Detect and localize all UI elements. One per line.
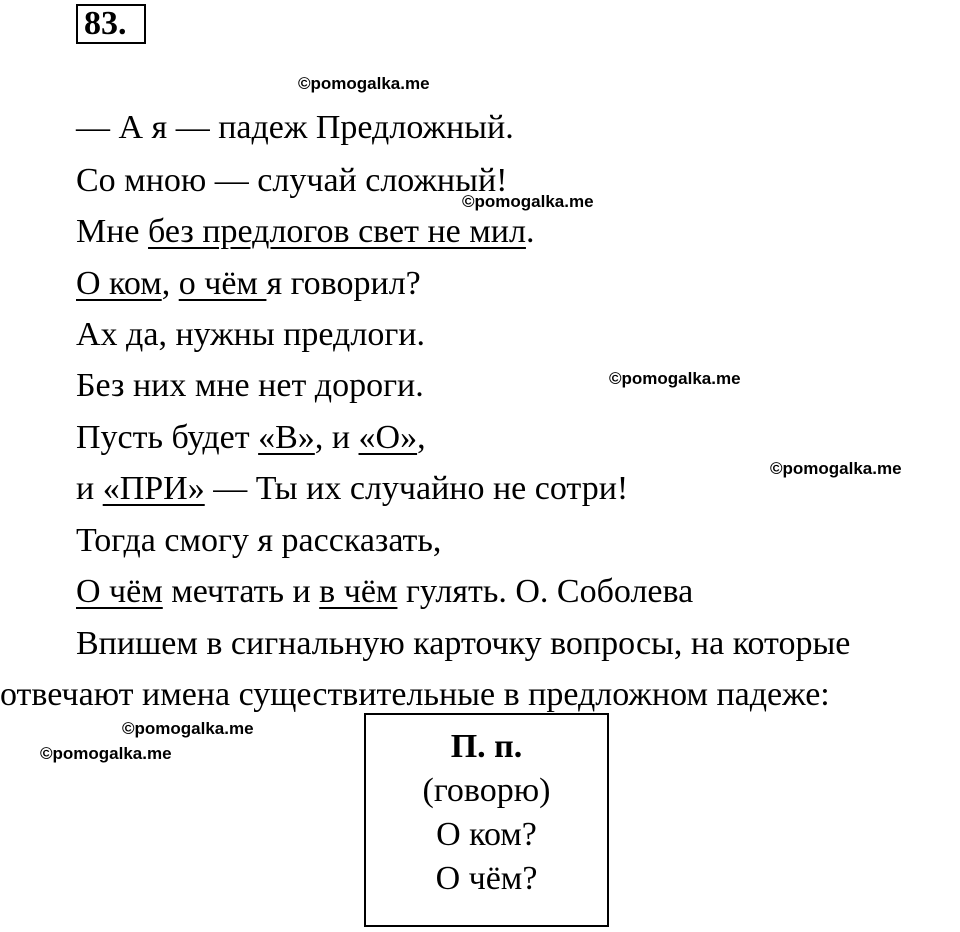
poem-line-9: Тогда смогу я рассказать, [76,522,442,559]
paragraph-line-1: Впишем в сигнальную карточку вопросы, на которые [76,625,851,662]
poem-line-10: О чём мечтать и в чём гулять. О. Соболева [76,573,694,610]
poem-line-3: Мне без предлогов свет не мил. [76,213,535,250]
watermark: ©pomogalka.me [609,369,741,388]
poem-line-6: Без них мне нет дороги. [76,367,424,404]
underlined-phrase: «В» [258,419,315,456]
underlined-phrase: в чём [319,573,398,610]
card-question-1: О ком? [436,816,537,853]
underlined-phrase: О ком [76,265,162,302]
underlined-phrase: о чём [178,265,267,302]
poem-line-8: и «ПРИ» — Ты их случайно не сотри! [76,470,629,507]
watermark: ©pomogalka.me [122,719,254,738]
poem-line-2: Со мною — случай сложный! [76,162,508,199]
poem-line-4: О ком, о чём я говорил? [76,265,421,302]
underlined-phrase: без предлогов свет не мил [148,213,526,250]
underlined-phrase: О чём [76,573,163,610]
watermark: ©pomogalka.me [770,459,902,478]
signal-card [364,713,609,927]
exercise-number: 83. [76,4,146,44]
underlined-phrase: «О» [358,419,418,456]
card-question-2: О чём? [435,860,538,897]
watermark: ©pomogalka.me [40,744,172,763]
card-verb: (говорю) [422,772,551,809]
watermark: ©pomogalka.me [298,74,430,93]
poem-line-1: — А я — падеж Предложный. [76,109,514,146]
card-title: П. п. [450,728,523,765]
poem-line-7: Пусть будет «В», и «О», [76,419,426,456]
underlined-phrase: «ПРИ» [102,470,205,507]
watermark: ©pomogalka.me [462,192,594,211]
paragraph-line-2: отвечают имена существительные в предложном падеже: [0,676,830,713]
poem-line-5: Ах да, нужны предлоги. [76,316,425,353]
